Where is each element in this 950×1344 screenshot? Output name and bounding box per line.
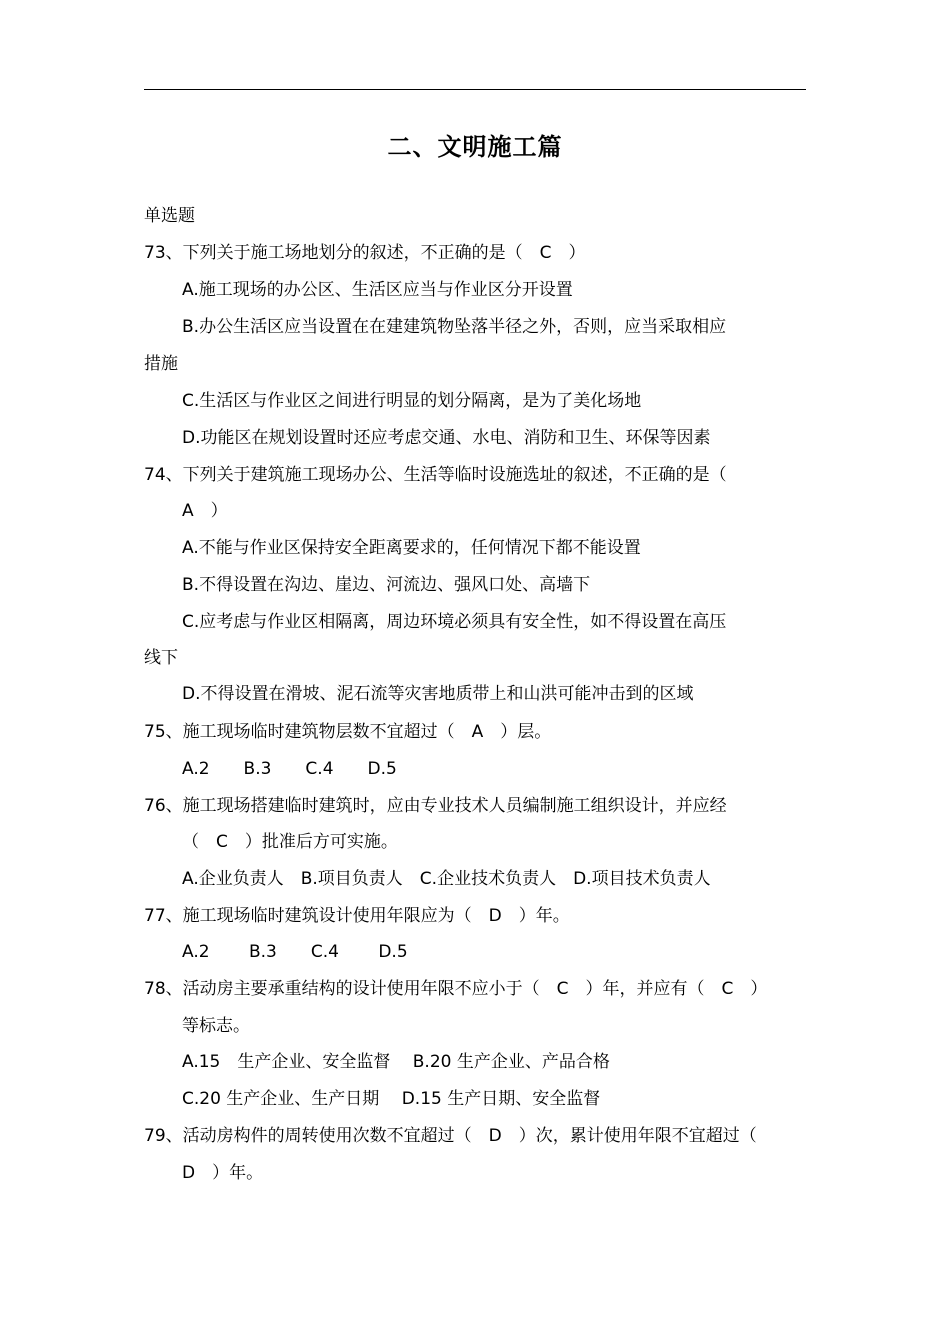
- option-73-b: B.办公生活区应当设置在在建建筑物坠落半径之外，否则，应当采取相应: [182, 317, 727, 337]
- options-77: A.2 B.3 C.4 D.5: [182, 942, 408, 962]
- option-73-b-cont: 措施: [144, 354, 178, 374]
- header-rule: [144, 89, 806, 90]
- question-74-cont: A ）: [182, 501, 228, 521]
- option-74-b: B.不得设置在沟边、崖边、河流边、强风口处、高墙下: [182, 575, 591, 595]
- question-79-cont: D ）年。: [182, 1163, 264, 1183]
- option-74-a: A.不能与作业区保持安全距离要求的，任何情况下都不能设置: [182, 538, 641, 558]
- question-76-cont: （ C ）批准后方可实施。: [182, 832, 398, 852]
- options-78-cd: C.20 生产企业、生产日期 D.15 生产日期、安全监督: [182, 1089, 601, 1109]
- options-76: A.企业负责人 B.项目负责人 C.企业技术负责人 D.项目技术负责人: [182, 869, 711, 889]
- option-74-d: D.不得设置在滑坡、泥石流等灾害地质带上和山洪可能冲击到的区域: [182, 684, 694, 704]
- option-73-c: C.生活区与作业区之间进行明显的划分隔离，是为了美化场地: [182, 391, 642, 411]
- question-75: 75、施工现场临时建筑物层数不宜超过（ A ）层。: [144, 722, 552, 742]
- question-73: 73、下列关于施工场地划分的叙述，不正确的是（ C ）: [144, 243, 586, 263]
- question-76: 76、施工现场搭建临时建筑时，应由专业技术人员编制施工组织设计，并应经: [144, 796, 727, 816]
- option-73-a: A.施工现场的办公区、生活区应当与作业区分开设置: [182, 280, 573, 300]
- option-73-d: D.功能区在规划设置时还应考虑交通、水电、消防和卫生、环保等因素: [182, 428, 711, 448]
- question-79: 79、活动房构件的周转使用次数不宜超过（ D ）次，累计使用年限不宜超过（: [144, 1126, 757, 1146]
- options-78-ab: A.15 生产企业、安全监督 B.20 生产企业、产品合格: [182, 1052, 610, 1072]
- question-78: 78、活动房主要承重结构的设计使用年限不应小于（ C ）年，并应有（ C ）: [144, 979, 768, 999]
- question-77: 77、施工现场临时建筑设计使用年限应为（ D ）年。: [144, 906, 570, 926]
- option-74-c-cont: 线下: [144, 648, 178, 668]
- section-label: 单选题: [144, 206, 195, 226]
- question-74: 74、下列关于建筑施工现场办公、生活等临时设施选址的叙述，不正确的是（: [144, 465, 727, 485]
- options-75: A.2 B.3 C.4 D.5: [182, 759, 397, 779]
- option-74-c: C.应考虑与作业区相隔离，周边环境必须具有安全性，如不得设置在高压: [182, 612, 727, 632]
- question-78-cont: 等标志。: [182, 1016, 250, 1036]
- page-title: 二、文明施工篇: [387, 133, 563, 161]
